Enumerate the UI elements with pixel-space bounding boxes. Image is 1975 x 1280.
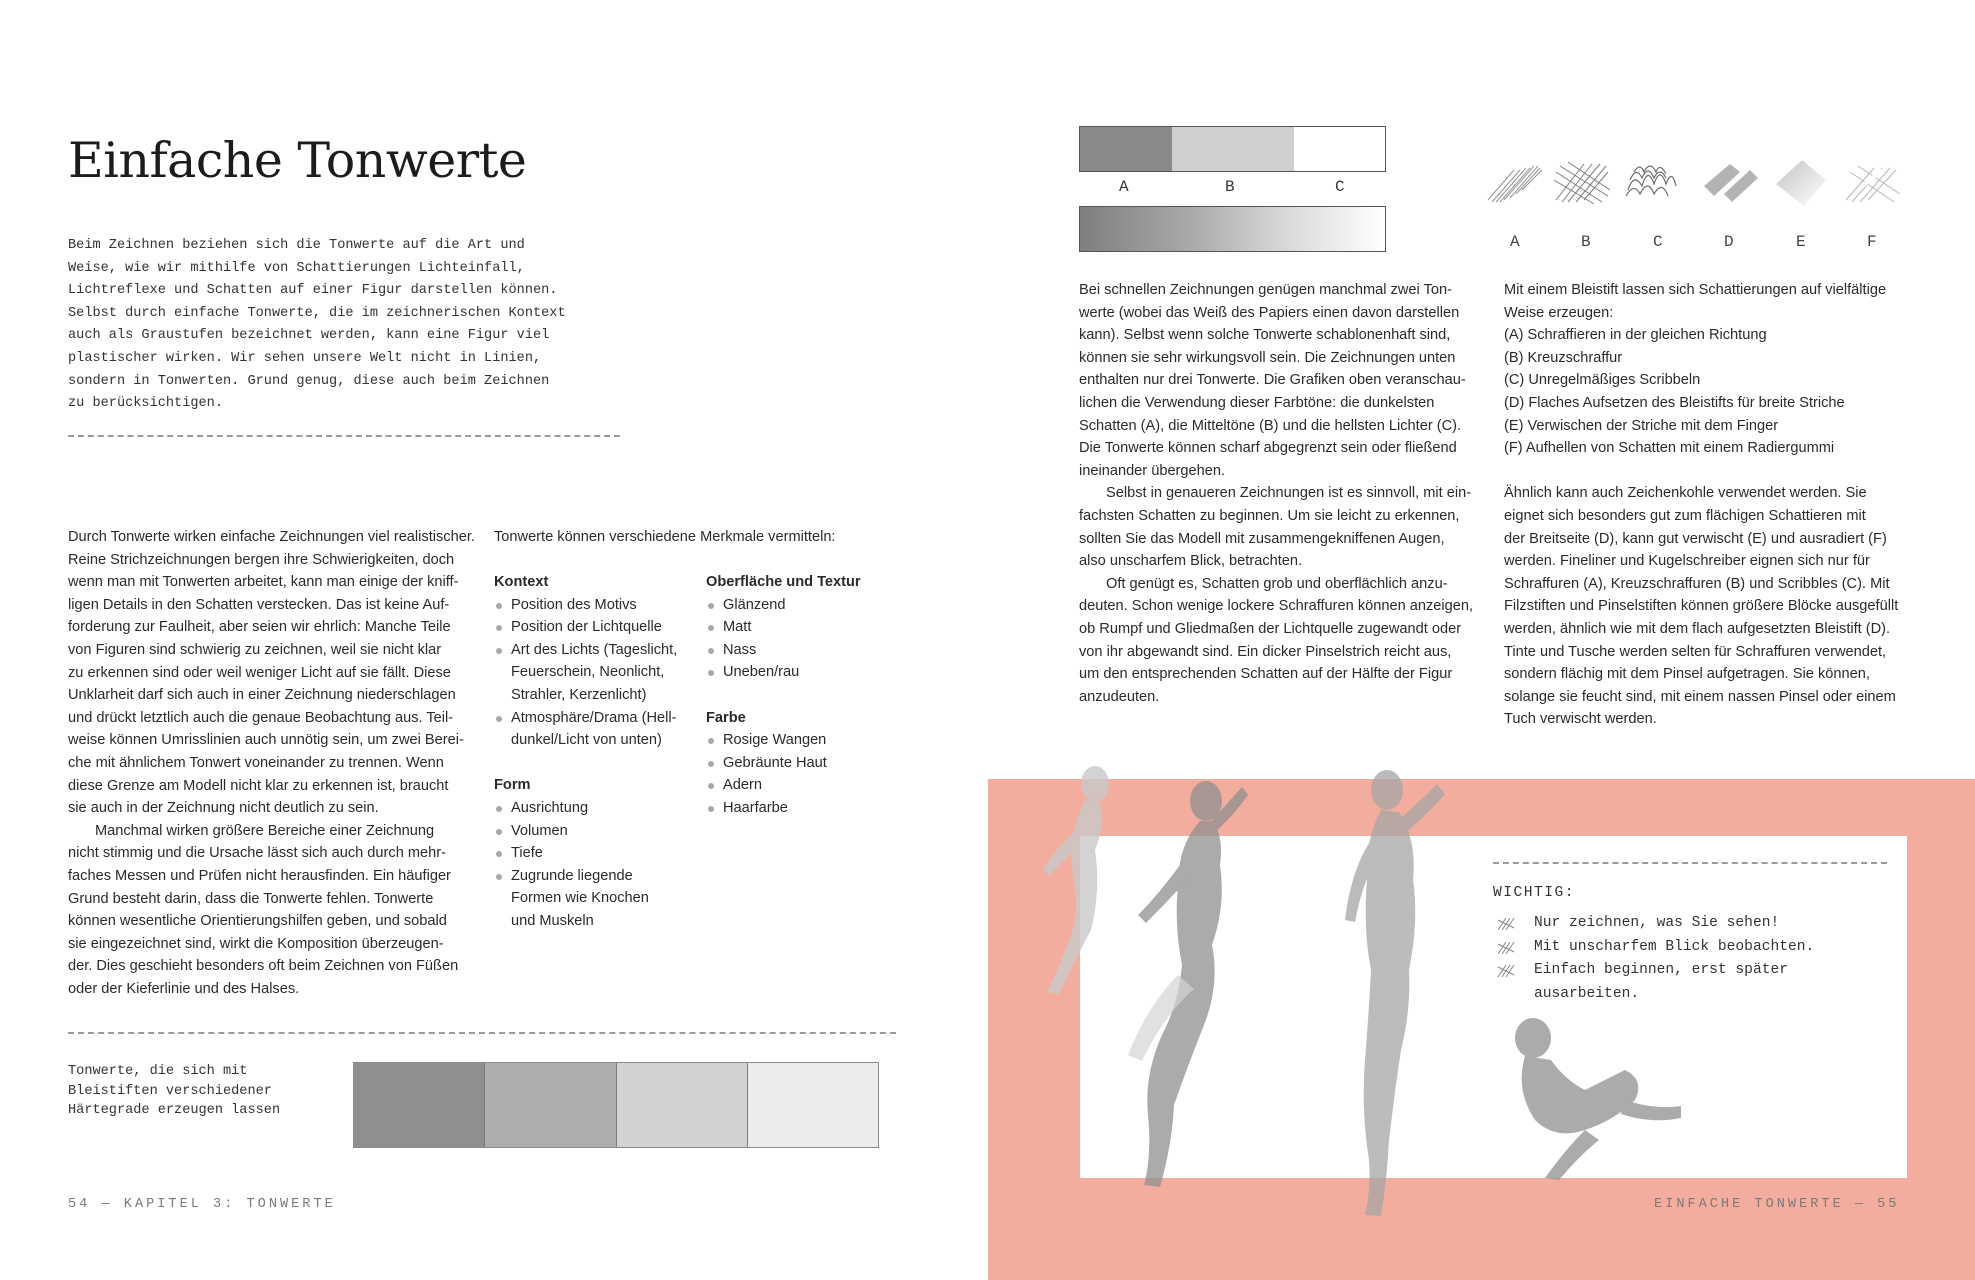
list-item: Gebräunte Haut [706,752,906,775]
swatch-3 [617,1063,748,1147]
hatch-bullet-icon [1496,963,1516,979]
wichtig-item: Einfach beginnen, erst später [1496,959,1814,983]
left-body-column: Durch Tonwerte wirken einfache Zeichnungen viel realistischer. Reine Strichzeichnungen bergen ihre Schwierigkeiten, doch wenn man mit Tonwerten arbeitet, kann man einige der kniff- ligen Details in den Schatten verstecken. Das ist keine Auf- forderung zur Faulheit, aber seien wir ehrlich: Manche Teile von Figuren sind schwierig zu zeichnen, weil sie nicht klar zu erkennen sind oder weil weniger Licht auf sie fällt. Diese Unklarheit darf sich auch in einer Zeichnung niederschlagen und drückt letztlich auch die genaue Beobachtung aus. Teil- weise können Umrisslinien auch unnötig sein, um zwei Berei- che mit ähnlichem Tonwert voneinander zu trennen. Wenn diese Grenze am Modell nicht klar zu erkennen ist, braucht sie auch in der Zeichnung nicht deutlich zu sein. Manchmal wirken größere Bereiche einer Zeichnung nicht stimmig und die Ursache lässt sich auch durch mehr- faches Messen und Prüfen nicht herausfinden. Ein häufiger Grund besteht darin, dass die Tonwerte fehlen. Tonwerte können wesentliche Orientierungshilfen geben, und sobald sie eingezeichnet sind, wirkt die Komposition überzeugen- der. Dies geschieht besonders oft beim Zeichnen von Füßen oder der Kieferlinie und des Halses. [68,529,475,997]
list-item: Zugrunde liegende [494,865,699,888]
list-item: Tiefe [494,842,699,865]
hatch-sample-c [1620,150,1682,210]
wichtig-item: Nur zeichnen, was Sie sehen! [1496,912,1814,936]
right-body-column: Mit einem Bleistift lassen sich Schattierungen auf vielfältige Weise erzeugen: (A) Schraffieren in der gleichen Richtung (B) Kreuzschraffur (C) Unregelmäßiges Scribbeln (D) Flaches Aufsetzen des Bleistifts für breite Striche (E) Verwischen der Striche mit dem Finger (F) Aufhellen von Schatten mit einem Radiergummi Ähnlich kann auch Zeichenkohle verwendet werden. Sie eignet sich besonders gut zum flächigen Schattieren mit der Breitseite (D), kann gut verwischt (E) und ausradiert (F) werden. Fineliner und Kugelschreiber eignen sich nur für Schraffuren (A), Kreuzschraffuren (B) und Scribbles (C). Mit Filzstiften und Pinselstiften können größere Blöcke ausgefüllt werden, ähnlich wie mit dem flach aufgesetzten Bleistift (D). Tinte und Tusche werden selten für Schraffuren verwendet, sondern flächig mit dem Pinsel aufgetragen. Sie können, solange sie feucht sind, mit einem nassen Pinsel oder einem Tuch verwischt werden. [1504,282,1899,728]
hatch-label-f: F [1867,233,1877,251]
page-title: Einfache Tonwerte [68,132,527,189]
tone-label-c: C [1335,178,1345,196]
gradient-tone-bar [1079,206,1386,252]
list-item: Rosige Wangen [706,729,906,752]
swatch-1 [354,1063,485,1147]
hatch-sample-a [1484,150,1546,210]
features-intro: Tonwerte können verschiedene Merkmale vermitteln: [494,529,836,545]
hatch-bullet-icon [1496,916,1516,932]
list-item-continued: Strahler, Kerzenlicht) [511,686,647,703]
swatch-2 [485,1063,616,1147]
tone-c [1294,127,1385,171]
list-item: Glänzend [706,594,906,617]
hatch-sample-e [1770,150,1832,210]
footer-left: 54 — KAPITEL 3: TONWERTE [68,1197,336,1212]
list-item: Atmosphäre/Drama (Hell- [494,707,699,730]
wash-figure-4 [1495,1010,1685,1180]
three-tone-bar [1079,126,1386,172]
wichtig-item: Mit unscharfem Blick beobachten. [1496,936,1814,960]
middle-body-column: Bei schnellen Zeichnungen genügen manchmal zwei Ton- werte (wobei das Weiß des Papiers einen davon darstellen kann). Selbst wenn solche Tonwerte schablonenhaft sind, können sie sehr wirkungsvoll sein. Die Zeichnungen unten enthalten nur drei Tonwerte. Die Grafiken oben veranschau- lichen die Verwendung dieser Farbtöne: die dunkelsten Schatten (A), die Mitteltöne (B) und die hellsten Lichter (C). Die Tonwerte können scharf abgegrenzt sein oder fließend ineinander übergehen. Selbst in genaueren Zeichnungen ist es sinnvoll, mit ein- fachsten Schatten zu beginnen. Um sie leicht zu erkennen, sollten Sie das Modell mit zusammengekniffenen Augen, also unscharfem Blick, betrachten. Oft genügt es, Schatten grob und oberflächlich anzu- deuten. Schon wenige lockere Schraffuren können anzeigen, ob Rumpf und Gliedmaßen der Lichtquelle zugewandt oder von ihr abgewandt sind. Ein dicker Pinselstrich reicht aus, um den entsprechenden Schatten auf der Hälfte der Figur anzudeuten. [1079,282,1474,705]
list-item: Matt [706,616,906,639]
list-item-continued: dunkel/Licht von unten) [511,732,662,749]
hatch-sample-d [1700,150,1762,210]
list-item: Haarfarbe [706,797,906,820]
farbe-group [706,707,906,820]
wash-figure-3 [1325,760,1465,1220]
swatch-4 [748,1063,878,1147]
features-column-2 [706,571,906,842]
wichtig-title: WICHTIG: [1493,885,1576,901]
list-item: Volumen [494,820,699,843]
form-heading: Form [494,777,531,794]
kontext-group [494,571,699,752]
list-item: Adern [706,774,906,797]
list-item-continued: und Muskeln [511,912,594,929]
list-item: Ausrichtung [494,797,699,820]
wichtig-divider [1493,862,1887,864]
wichtig-list [1496,912,1814,1006]
list-item: Uneben/rau [706,661,906,684]
list-item: Position der Lichtquelle [494,616,699,639]
hatch-sample-f [1840,150,1902,210]
wichtig-item-continued: ausarbeiten. [1534,985,1640,1002]
form-group [494,774,699,932]
features-column-1 [494,571,699,955]
tone-label-a: A [1119,178,1129,196]
list-item: Art des Lichts (Tageslicht, [494,639,699,662]
intro-divider [68,435,620,437]
hatch-sample-b [1550,150,1612,210]
list-item-continued: Feuerschein, Neonlicht, [511,664,665,681]
kontext-heading: Kontext [494,574,549,590]
intro-paragraph: Beim Zeichnen beziehen sich die Tonwerte auf die Art und Weise, wie wir mithilfe von Schattierungen Lichteinfall, Lichtreflexe und Schatten auf einer Figur darstellen können. Selbst durch einfache Tonwerte, die im zeichnerischen Kontext auch als Graustufen bezeichnet werden, kann eine Figur viel plastischer wirken. Wir sehen unsere Welt nicht in Linien, sondern in Tonwerten. Grund genug, diese auch beim Zeichnen zu berücksichtigen. [68,238,566,412]
swatch-caption: Tonwerte, die sich mit Bleistiften verschiedener Härtegrade erzeugen lassen [68,1064,281,1118]
bottom-divider [68,1032,896,1034]
wash-figure-2 [1108,775,1258,1195]
tone-label-b: B [1225,178,1235,196]
pencil-swatches [353,1062,879,1148]
hatch-label-a: A [1510,233,1520,251]
hatch-label-b: B [1581,233,1591,251]
tone-b [1172,127,1294,171]
footer-right: EINFACHE TONWERTE — 55 [1654,1197,1900,1212]
farbe-heading: Farbe [706,709,746,726]
hatch-bullet-icon [1496,940,1516,956]
oberflaeche-group [706,571,906,684]
hatch-label-d: D [1724,233,1734,251]
tone-a [1080,127,1172,171]
list-item-continued: Formen wie Knochen [511,890,649,907]
list-item: Position des Motivs [494,594,699,617]
hatch-label-e: E [1796,233,1806,251]
list-item: Nass [706,639,906,662]
hatch-label-c: C [1653,233,1663,251]
oberflaeche-heading: Oberfläche und Textur [706,574,861,590]
